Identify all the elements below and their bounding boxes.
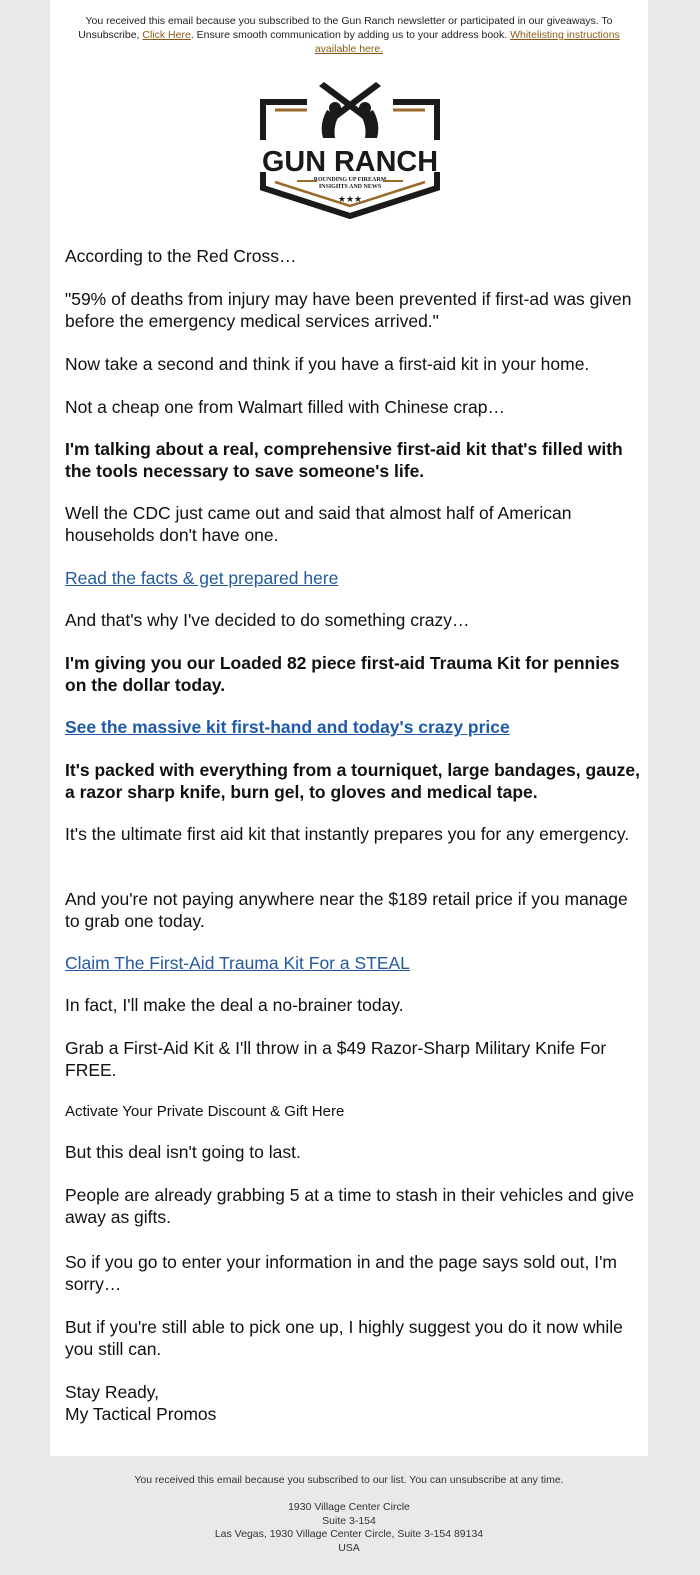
paragraph-think: Now take a second and think if you have a first-aid kit in your home. xyxy=(65,354,590,374)
paragraph-ultimate: It's the ultimate first aid kit that instantly prepares you for any emergency. xyxy=(65,824,630,844)
preheader xyxy=(62,14,636,56)
gun-ranch-logo xyxy=(257,80,443,220)
read-facts-link[interactable]: Read the facts & get prepared here xyxy=(65,568,339,588)
paragraph-real-kit: I'm talking about a real, comprehensive first-aid kit that's filled with the tools necessary to save someone's life. xyxy=(65,439,623,481)
paragraph-offer: I'm giving you our Loaded 82 piece first-aid Trauma Kit for pennies on the dollar today. xyxy=(65,653,620,695)
activate-discount-text: Activate Your Private Discount & Gift Here xyxy=(65,1103,345,1120)
paragraph-crazy: And that's why I've decided to do something crazy… xyxy=(65,610,470,630)
paragraph-quote: "59% of deaths from injury may have been prevented if first-ad was given before the emergency medical services arrived." xyxy=(65,289,632,331)
paragraph-no-brainer: In fact, I'll make the deal a no-brainer today. xyxy=(65,995,404,1015)
logo-tagline-2: INSIGHTS AND NEWS xyxy=(318,184,382,190)
paragraph-sold-out: So if you go to enter your information in and the page says sold out, I'm sorry… xyxy=(65,1252,617,1294)
logo-frame-top-right xyxy=(393,102,437,140)
signoff-line-2: My Tactical Promos xyxy=(65,1404,217,1424)
address-line-1: 1930 Village Center Circle xyxy=(288,1501,410,1513)
logo-stars: ★★★ xyxy=(337,195,363,205)
preheader-text: You received this email because you subscribed to the Gun Ranch newsletter or participated in our giveaways. To Unsubscribe, xyxy=(78,15,613,41)
paragraph-contents: It's packed with everything from a tourniquet, large bandages, gauze, a razor sharp knife, burn gel, to gloves and medical tape. xyxy=(65,760,640,802)
address-line-3: Las Vegas, 1930 Village Center Circle, Suite 3-154 89134 xyxy=(214,1528,484,1540)
address-line-4: USA xyxy=(338,1541,360,1554)
paragraph-free-knife: Grab a First-Aid Kit & I'll throw in a $49 Razor-Sharp Military Knife For FREE. xyxy=(65,1038,607,1080)
paragraph-not-cheap: Not a cheap one from Walmart filled with Chinese crap… xyxy=(65,397,505,417)
paragraph-red-cross: According to the Red Cross… xyxy=(65,246,297,266)
logo-tagline-1: ROUNDING UP FIREARM xyxy=(313,177,387,183)
paragraph-grabbing: People are already grabbing 5 at a time to stash in their vehicles and give away as gifts. xyxy=(65,1185,635,1227)
see-kit-link[interactable]: See the massive kit first-hand and today's crazy price xyxy=(65,717,510,737)
claim-kit-link[interactable]: Claim The First-Aid Trauma Kit For a STEAL xyxy=(65,953,410,973)
logo-brand: GUN RANCH xyxy=(262,146,438,178)
address-line-2: Suite 3-154 xyxy=(322,1514,376,1527)
paragraph-cdc: Well the CDC just came out and said that almost half of American households don't have one. xyxy=(65,503,572,545)
email-card xyxy=(50,0,648,1456)
whitelisting-link[interactable]: Whitelisting instructions available here. xyxy=(314,29,620,55)
unsubscribe-link[interactable]: Click Here xyxy=(142,29,191,41)
footer-notice: You received this email because you subscribed to our list. You can unsubscribe at any time. xyxy=(134,1474,564,1486)
preheader-text-2: . Ensure smooth communication by adding us to your address book. xyxy=(190,29,511,41)
crossed-revolvers-icon xyxy=(319,82,381,138)
paragraph-price: And you're not paying anywhere near the $189 retail price if you manage to grab one today. xyxy=(65,889,628,931)
paragraph-suggest: But if you're still able to pick one up, I highly suggest you do it now while you still can. xyxy=(65,1317,623,1359)
paragraph-wont-last: But this deal isn't going to last. xyxy=(65,1142,301,1162)
logo-frame-top-left xyxy=(263,102,307,140)
footer-address xyxy=(50,1501,648,1555)
signoff-line-1: Stay Ready, xyxy=(65,1382,160,1402)
